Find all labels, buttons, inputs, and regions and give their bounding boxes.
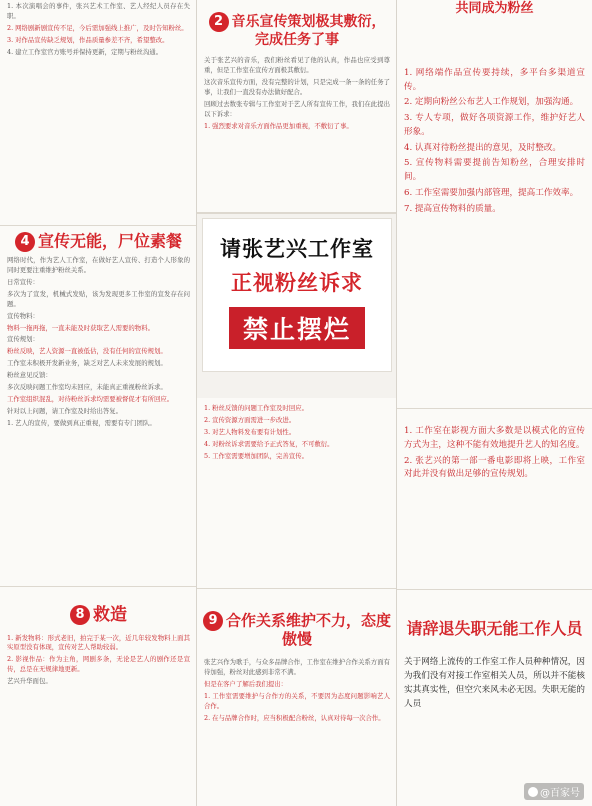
panel-top-left	[0, 0, 197, 227]
paragraph: 关于网络上流传的工作室工作人员种种情况，因为我们没有对接工作室相关人员，所以并不能核实其真实性，但空穴来风未必无因。失职无能的人员	[404, 657, 585, 709]
paragraph: 1. 本次演唱会的事件，张兴艺术工作室、艺人经纪人员存在失职。	[7, 2, 190, 20]
section-8-heading: 8 救造	[6, 605, 191, 626]
paragraph: 回顾过去数张专辑与工作室对于艺人所有宣传工作，我们在此提出以下诉求：	[204, 99, 390, 118]
paragraph: 4. 对粉丝诉求需要给予正式答复，不可敷衍。	[204, 439, 334, 448]
paragraph: 1. 新发物料：形式老旧，拍完于某一次，近几年较发物料上面其实原型没有体现，宣传对艺人帮助较弱。	[7, 633, 190, 652]
paragraph: 工作室组织混乱，对待粉丝诉求均需要被督促才有所回应。	[7, 395, 174, 404]
paragraph: 物料一拖再拖，一直未能及时获取艺人需要的物料。	[7, 323, 154, 332]
paragraph: 1. 粉丝反馈的问题工作室及时回应。	[204, 404, 308, 412]
paragraph: 3. 对艺人物料发布要有计划性。	[204, 427, 296, 436]
paragraph: 2. 定期向粉丝公布艺人工作规划，加强沟通。	[404, 97, 579, 108]
paragraph: 但是在客户了解后我们提出：	[204, 680, 288, 689]
paragraph: 关于张艺兴的音乐，我们粉丝看见了他的认真，作品也应受到尊重，但是工作室在宣传方面极其敷衍。	[204, 56, 390, 75]
section-2-heading: 2 音乐宣传策划极其敷衍，完成任务了事	[203, 12, 391, 48]
panel-right-bottom	[397, 590, 592, 806]
section-9-heading: 9 合作关系维护不力，态度傲慢	[203, 611, 391, 648]
paragraph: 4. 建立工作室官方账号并保持更新，定期与粉丝沟通。	[7, 47, 163, 56]
center-slogan-card	[202, 218, 392, 372]
paragraph: 这次音乐宣传方面，没有完整的计划，只是完成一条一条的任务了事，让我们一直没有办法做好配合。	[204, 77, 390, 96]
paragraph: 多次反映问题工作室均未回应，未能真正重视粉丝诉求。	[7, 383, 167, 392]
paragraph: 1. 强烈要求对音乐方面作品更加重视，不敷衍了事。	[204, 121, 353, 130]
right-column	[397, 0, 592, 806]
paragraph: 宣传规划：	[7, 335, 39, 344]
paragraph: 粉丝意见反馈：	[7, 371, 52, 380]
paragraph: 1. 艺人的宣传，要做到真正重视，需要有专门团队。	[7, 418, 156, 427]
paragraph: 网络时代，作为艺人工作室，在做好艺人宣传、打造个人形象的同时更要注重维护粉丝关系。	[7, 256, 190, 274]
paragraph: 2. 网络剧新剧宣传不足，今后需加强线上推广，及时告知粉丝。	[7, 23, 188, 32]
section-number-badge: 9	[203, 611, 223, 631]
slogan-line-1: 请张艺兴工作室	[220, 237, 374, 261]
paragraph: 艺兴升华面包。	[7, 677, 52, 686]
paragraph: 3. 对作品宣传缺乏规划，作品质量参差不齐，希望整改。	[7, 35, 169, 44]
paragraph: 1. 工作室在影视方面大多数是以模式化的宣传方式为主，这种不能有效地提升艺人的知名度。	[404, 426, 585, 450]
section-4-heading: 4 宣传无能，尸位素餐	[6, 232, 191, 252]
paragraph: 宣传物料：	[7, 311, 39, 320]
paragraph: 多次为了宣发，机械式发贴，该为发现更多工作室的宣发存在问题。	[7, 289, 190, 308]
paragraph: 6. 工作室需要加强内部管理，提高工作效率。	[404, 187, 579, 198]
paragraph: 5. 工作室需要增加团队，完善宣传。	[204, 451, 308, 460]
section-number-badge: 8	[70, 605, 90, 625]
section-number-badge: 2	[209, 12, 229, 32]
paragraph: 工作室未积极开发新业务，缺乏对艺人未来发展的规划。	[7, 359, 167, 368]
section-number-badge: 4	[15, 232, 35, 252]
paragraph: 2. 宣传资源方面需进一步改进。	[204, 415, 296, 424]
top-right-heading: 共同成为粉丝	[455, 1, 534, 16]
bottom-right-heading: 请辞退失职无能工作人员	[406, 619, 583, 638]
panel-section-8	[0, 587, 197, 806]
panel-section-2	[197, 0, 397, 214]
slogan-banner: 禁止摆烂	[229, 307, 365, 349]
paragraph: 粉丝反映，艺人资源一直被低估，没有任何的宣传规划。	[7, 347, 167, 356]
paragraph: 5. 宣传物料需要提前告知粉丝，合理安排时间。	[404, 158, 585, 183]
paragraph: 2. 张艺兴的第一部一番电影即将上映，工作室对此并没有做出足够的宣传规划。	[404, 455, 585, 480]
panel-middle-list	[197, 398, 397, 590]
paragraph: 2. 在与品牌合作时，应当积极配合粉丝，认真对待每一次合作。	[204, 713, 385, 722]
watermark: @百家号	[524, 783, 584, 800]
paragraph: 1. 网络端作品宣传要持续，多平台多渠道宣传。	[404, 67, 585, 92]
panel-right-middle	[397, 409, 592, 591]
paragraph: 2. 影视作品：作为主角，网剧多条，无论是艺人的剧作还是宣传，总是在无规律地更新。	[7, 655, 190, 674]
paragraph: 3. 专人专项，做好各项资源工作，维护好艺人形象。	[404, 113, 585, 137]
panel-section-4	[0, 226, 197, 588]
slogan-line-2: 正视粉丝诉求	[231, 271, 363, 295]
left-column	[0, 0, 197, 806]
middle-column	[197, 0, 397, 806]
paragraph: 1. 工作室需要维护与合作方的关系，不要因为态度问题影响艺人合作。	[204, 692, 390, 710]
paragraph: 4. 认真对待粉丝提出的意见，及时整改。	[404, 142, 562, 153]
panel-section-9	[197, 589, 397, 806]
paragraph: 针对以上问题，请工作室及时给出答复。	[7, 406, 123, 415]
paragraph: 7. 提高宣传物料的质量。	[404, 203, 501, 214]
baijiahao-logo-icon	[528, 787, 538, 797]
panel-top-right	[397, 0, 592, 410]
paragraph: 日常宣传：	[7, 277, 39, 286]
paragraph: 张艺兴作为歌手，与众多品牌合作，工作室在维护合作关系方面有待加强，粉丝对此感到非常不满。	[204, 658, 390, 677]
